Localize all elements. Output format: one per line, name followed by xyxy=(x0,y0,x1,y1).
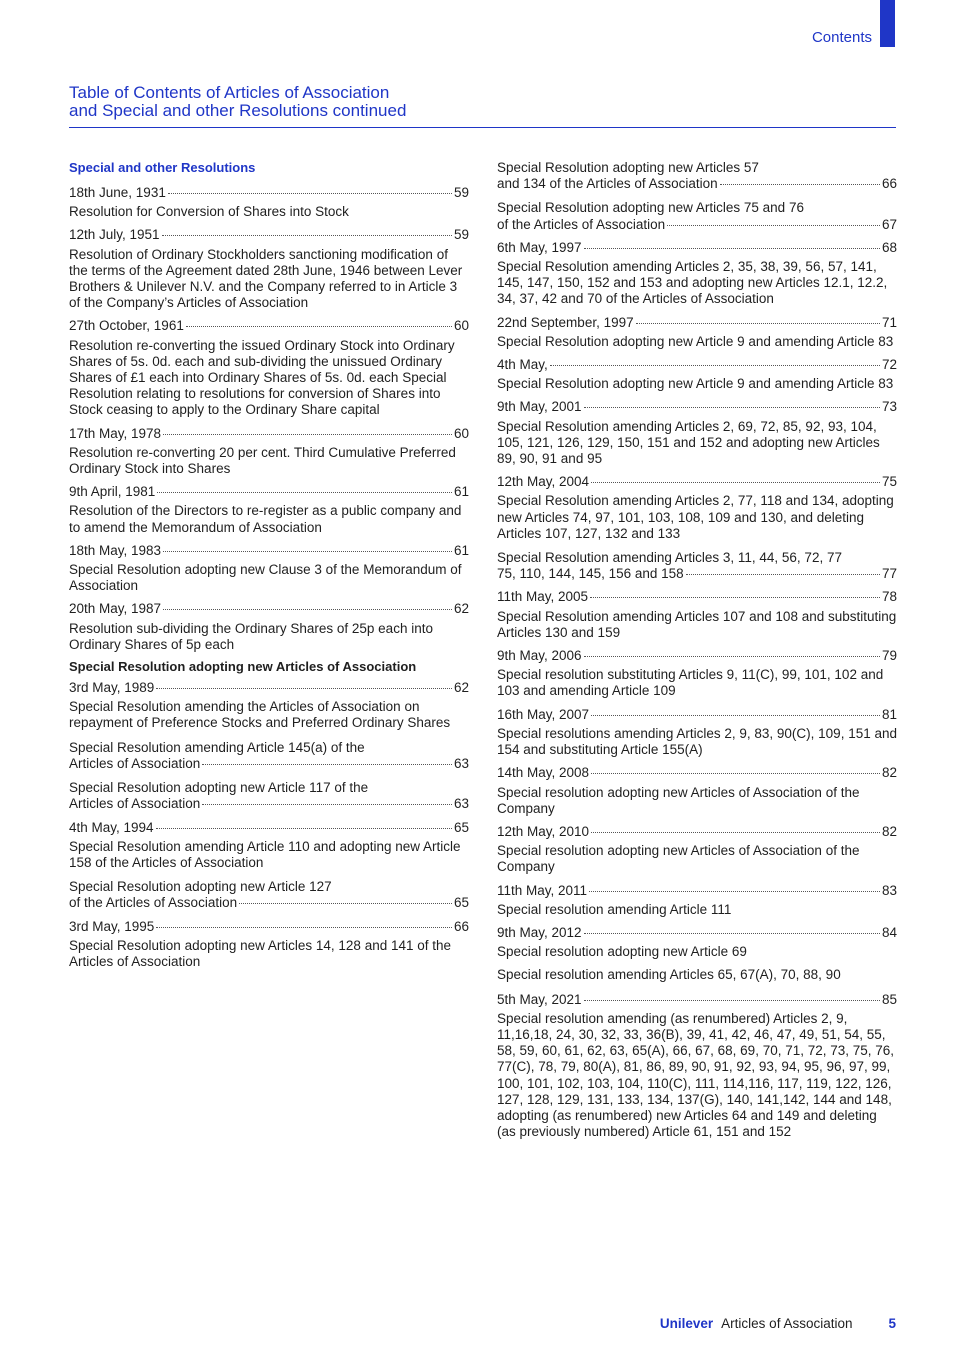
toc-entry xyxy=(69,484,469,536)
entry-date: 12th May, 2004 xyxy=(497,474,590,490)
dot-leader xyxy=(163,551,452,552)
toc-entry xyxy=(69,820,469,872)
left-entries-list-2 xyxy=(69,680,469,970)
toc-entry-link[interactable] xyxy=(497,566,897,582)
entry-date: 17th May, 1978 xyxy=(69,425,162,441)
entry-page-number: 82 xyxy=(881,823,897,839)
entry-date: 5th May, 2021 xyxy=(497,991,582,1007)
entry-description: Resolution re-converting the issued Ordinary Stock into Ordinary Shares of 5s. 0d. each and sub-dividing the unissued Ordinary Shares of £1 each into Ordinary Shares of 5s. 0d. each Special Resolution relating to resolutions for conversion of Shares into Stock ceasing to apply to the Ordinary Share capital xyxy=(69,337,455,418)
toc-entry xyxy=(69,543,469,595)
toc-entry-link[interactable] xyxy=(497,992,897,1008)
dot-leader xyxy=(584,407,880,408)
entry-date: 12th July, 1951 xyxy=(69,227,160,243)
dot-leader xyxy=(591,773,880,774)
toc-entry xyxy=(69,740,469,772)
entry-description: Resolution sub-dividing the Ordinary Shares of 25p each into Ordinary Shares of 5p each xyxy=(69,620,433,652)
dot-leader xyxy=(163,434,452,435)
toc-entry xyxy=(497,200,897,232)
toc-entry xyxy=(497,240,897,308)
page-number: 5 xyxy=(888,1316,896,1331)
toc-entry-link[interactable] xyxy=(497,824,897,840)
dot-leader xyxy=(156,828,452,829)
toc-entry xyxy=(497,589,897,641)
entry-page-number: 83 xyxy=(881,882,897,898)
toc-entry-link[interactable] xyxy=(69,318,469,334)
entry-date: 75, 110, 144, 145, 156 and 158 xyxy=(497,566,684,582)
entry-page-number: 60 xyxy=(453,318,469,334)
entry-description: Special resolution amending Article 111 xyxy=(497,901,732,917)
entry-page-number: 73 xyxy=(881,399,897,415)
toc-entry xyxy=(497,883,897,918)
toc-entry-link[interactable] xyxy=(497,315,897,331)
entry-description: Special resolution adopting new Articles of Association of the Company xyxy=(497,784,860,816)
contents-tab-bar xyxy=(880,0,895,47)
entry-date: 4th May, xyxy=(497,357,548,373)
entry-date: 3rd May, 1995 xyxy=(69,918,155,934)
entry-description: Special Resolution adopting new Clause 3 of the Memorandum of Association xyxy=(69,562,462,594)
dot-leader xyxy=(584,1000,880,1001)
entry-date: Articles of Association xyxy=(69,796,201,812)
entry-description: Special Resolution adopting new Articles 75 and 76 xyxy=(497,200,804,216)
entry-date: 11th May, 2005 xyxy=(497,589,589,605)
entry-description: Special resolution adopting new Articles of Association of the Company xyxy=(497,843,860,875)
dot-leader xyxy=(584,248,880,249)
dot-leader xyxy=(163,609,452,610)
entry-description: Special Resolution amending Article 110 and adopting new Article 158 of the Articles of Association xyxy=(69,838,461,870)
entry-page-number: 67 xyxy=(881,216,897,232)
dot-leader xyxy=(162,235,452,236)
entry-date: of the Articles of Association xyxy=(69,895,238,911)
entry-page-number: 82 xyxy=(881,765,897,781)
toc-entry-link[interactable] xyxy=(69,796,469,812)
page-title-line-1: Table of Contents of Articles of Association xyxy=(69,83,390,102)
entry-date: 18th June, 1931 xyxy=(69,185,166,200)
toc-entry xyxy=(69,318,469,418)
toc-entry-link[interactable] xyxy=(69,543,469,559)
entry-page-number: 63 xyxy=(453,755,469,771)
dot-leader xyxy=(186,326,452,327)
entry-page-number: 66 xyxy=(881,176,897,192)
section-heading: Special and other Resolutions xyxy=(69,160,256,175)
page-title-line-2: and Special and other Resolutions continued xyxy=(69,101,407,120)
page-footer xyxy=(660,1316,896,1331)
toc-entry-link[interactable] xyxy=(69,820,469,836)
entry-date: 4th May, 1994 xyxy=(69,819,154,835)
dot-leader xyxy=(156,688,452,689)
toc-entry-link[interactable] xyxy=(69,919,469,935)
toc-entry xyxy=(497,992,897,1141)
toc-entry-link[interactable] xyxy=(497,648,897,664)
subheading: Special Resolution adopting new Articles of Association xyxy=(69,659,417,675)
toc-entry xyxy=(497,925,897,960)
dot-leader xyxy=(686,574,880,575)
contents-link[interactable]: Contents xyxy=(811,29,872,46)
entry-date: 9th May, 2012 xyxy=(497,924,582,940)
dot-leader xyxy=(239,903,452,904)
toc-entry-link[interactable] xyxy=(69,185,469,201)
entry-description: Special resolution adopting new Article 69 xyxy=(497,944,747,960)
toc-entry-link[interactable] xyxy=(497,474,897,490)
toc-entry xyxy=(69,780,469,812)
dot-leader xyxy=(591,832,880,833)
toc-entry xyxy=(497,474,897,542)
toc-entry xyxy=(497,707,897,759)
toc-entry xyxy=(497,357,897,392)
entry-description: Special Resolution amending Articles 2, 69, 72, 85, 92, 93, 104, 105, 121, 126, 129, 150, 151 and 152 and adopting new Articles 89, 90, 91 and 95 xyxy=(497,418,880,467)
entry-date: 6th May, 1997 xyxy=(497,239,582,255)
entry-description: Special Resolution amending Articles 2, 77, 118 and 134, adopting new Articles 74, 97, 101, 103, 108, 109 and 130, and deleting Articles 107, 127, 132 and 133 xyxy=(497,493,894,541)
toc-entry xyxy=(497,160,897,192)
toc-entry-link[interactable] xyxy=(497,176,897,192)
entry-description: Resolution re-converting 20 per cent. Third Cumulative Preferred Ordinary Stock into Shares xyxy=(69,444,456,477)
entry-page-number: 61 xyxy=(453,542,469,558)
entry-page-number: 59 xyxy=(453,227,469,243)
entry-page-number: 68 xyxy=(881,239,897,255)
entry-page-number: 63 xyxy=(453,796,469,812)
title-divider xyxy=(69,127,896,128)
dot-leader xyxy=(591,715,880,716)
dot-leader xyxy=(720,184,880,185)
entry-date: 3rd May, 1989 xyxy=(69,680,155,696)
toc-entry-link[interactable] xyxy=(497,240,897,256)
toc-entry xyxy=(69,879,469,911)
entry-page-number: 65 xyxy=(453,895,469,911)
entry-description: Special Resolution adopting new Articles 14, 128 and 141 of the Articles of Association xyxy=(69,937,452,969)
toc-entry-link[interactable] xyxy=(69,895,469,911)
entry-page-number: 81 xyxy=(881,706,897,722)
entry-page-number: 71 xyxy=(881,314,897,330)
toc-entry-link[interactable] xyxy=(69,227,469,243)
entry-date: 16th May, 2007 xyxy=(497,706,590,722)
entry-description: Special resolution substituting Articles 9, 11(C), 99, 101, 102 and 103 and amending Article 109 xyxy=(497,667,884,699)
toc-entry xyxy=(497,765,897,817)
toc-entry-link[interactable] xyxy=(497,399,897,415)
toc-entry-link[interactable] xyxy=(497,925,897,941)
footer-brand: Unilever xyxy=(659,1316,714,1331)
toc-entry xyxy=(497,399,897,467)
toc-entry xyxy=(69,426,469,478)
entry-date: 9th April, 1981 xyxy=(69,484,156,500)
entry-page-number: 85 xyxy=(881,991,897,1007)
dot-leader xyxy=(157,492,452,493)
entry-page-number: 78 xyxy=(881,589,897,605)
entry-page-number: 61 xyxy=(453,484,469,500)
entry-page-number: 60 xyxy=(453,425,469,441)
dot-leader xyxy=(636,323,880,324)
entry-page-number: 84 xyxy=(881,924,897,940)
entry-date: 22nd September, 1997 xyxy=(497,314,634,330)
toc-entry xyxy=(497,967,897,983)
entry-date: 12th May, 2010 xyxy=(497,823,590,839)
entry-page-number: 79 xyxy=(881,648,897,664)
entry-description: Resolution of the Directors to re-register as a public company and to amend the Memorandum of Association xyxy=(69,503,462,535)
entry-description: Special resolution amending Articles 65, 67(A), 70, 88, 90 xyxy=(497,967,841,983)
toc-entry-link[interactable] xyxy=(497,765,897,781)
entry-date: 9th May, 2001 xyxy=(497,399,582,415)
entry-description: Special resolutions amending Articles 2, 9, 83, 90(C), 109, 151 and 154 and substituting Article 155(A) xyxy=(497,725,897,758)
dot-leader xyxy=(156,927,452,928)
entry-date: 11th May, 2011 xyxy=(497,882,588,898)
entry-description: Special Resolution adopting new Articles 57 xyxy=(497,160,759,175)
toc-entry xyxy=(497,315,897,350)
entry-description: Resolution of Ordinary Stockholders sanctioning modification of the terms of the Agreement dated 28th June, 1946 between Lever Brothers & Unilever N.V. and the Company referred to in Article 3 of the Company’s Articles of Association xyxy=(69,246,463,311)
toc-entry-link[interactable] xyxy=(69,426,469,442)
toc-entry-link[interactable] xyxy=(497,217,897,233)
entry-date: 18th May, 1983 xyxy=(69,542,162,558)
toc-entry xyxy=(69,919,469,971)
entry-page-number: 62 xyxy=(453,601,469,617)
entry-description: Special Resolution amending Articles 107 and 108 and substituting Articles 130 and 159 xyxy=(497,608,897,640)
entry-description: Special Resolution amending the Articles of Association on repayment of Preference Stocks and Preferred Ordinary Shares xyxy=(69,699,451,731)
toc-entry-link[interactable] xyxy=(497,357,897,373)
dot-leader xyxy=(591,482,880,483)
toc-entry xyxy=(69,601,469,653)
toc-entry-link[interactable] xyxy=(497,589,897,605)
toc-entry-link[interactable] xyxy=(497,883,897,899)
entry-page-number: 77 xyxy=(881,566,897,582)
entry-page-number: 59 xyxy=(453,185,469,200)
toc-entry xyxy=(69,680,469,732)
toc-entry xyxy=(69,227,469,311)
toc-entry xyxy=(497,648,897,700)
right-column xyxy=(497,160,897,1144)
toc-entry xyxy=(497,824,897,876)
entry-date: 20th May, 1987 xyxy=(69,601,162,617)
entry-description: Special Resolution adopting new Article 117 of the xyxy=(69,780,369,796)
entry-page-number: 75 xyxy=(881,474,897,490)
dot-leader xyxy=(589,891,880,892)
entry-description: Special Resolution amending Articles 2, 35, 38, 39, 56, 57, 141, 145, 147, 150, 152 and 153 and adopting new Articles 12.1, 12.2, 34, 37, 42 and 70 of the Articles of Association xyxy=(497,259,888,307)
toc-entry xyxy=(69,185,469,220)
left-column xyxy=(69,160,469,974)
entry-date: and 134 of the Articles of Association xyxy=(497,176,718,192)
entry-date: Articles of Association xyxy=(69,755,201,771)
dot-leader xyxy=(590,597,880,598)
dot-leader xyxy=(550,365,880,366)
entry-description: Special Resolution adopting new Article 127 xyxy=(69,879,332,895)
dot-leader xyxy=(667,225,880,226)
entry-description: Special Resolution adopting new Article 9 and amending Article 83 xyxy=(497,376,894,392)
toc-entry-link[interactable] xyxy=(69,601,469,617)
footer-doc-title: Articles of Association xyxy=(721,1316,853,1331)
toc-entry-link[interactable] xyxy=(69,756,469,772)
entry-date: of the Articles of Association xyxy=(497,216,666,232)
dot-leader xyxy=(584,933,880,934)
dot-leader xyxy=(168,193,452,194)
dot-leader xyxy=(584,656,880,657)
right-entries-list xyxy=(497,160,897,1140)
entry-date: 9th May, 2006 xyxy=(497,648,582,664)
toc-entry-link[interactable] xyxy=(69,484,469,500)
entry-date: 14th May, 2008 xyxy=(497,765,590,781)
entry-date: 27th October, 1961 xyxy=(69,318,184,334)
entry-description: Special Resolution amending Article 145(a) of the xyxy=(69,739,365,755)
toc-entry xyxy=(497,550,897,582)
entry-page-number: 62 xyxy=(453,680,469,696)
page-title xyxy=(69,84,406,120)
entry-description: Special Resolution adopting new Article 9 and amending Article 83 xyxy=(497,333,894,349)
entry-page-number: 72 xyxy=(881,357,897,373)
entry-page-number: 66 xyxy=(453,918,469,934)
left-entries-list xyxy=(69,185,469,653)
dot-leader xyxy=(202,764,452,765)
dot-leader xyxy=(202,804,452,805)
toc-entry-link[interactable] xyxy=(497,707,897,723)
entry-page-number: 65 xyxy=(453,819,469,835)
entry-description: Special Resolution amending Articles 3, 11, 44, 56, 72, 77 xyxy=(497,550,842,566)
entry-description: Resolution for Conversion of Shares into Stock xyxy=(69,204,349,220)
toc-entry-link[interactable] xyxy=(69,680,469,696)
entry-description: Special resolution amending (as renumbered) Articles 2, 9, 11,16,18, 24, 30, 32, 33, 36(B), 39, 41, 42, 46, 47, 49, 51, 54, 55, 58, 59, 60, 61, 62, 63, 65(A), 66, 67, 68, 69, 70, 71, 72, 73, 75, 76, 77(C), 78, 79, 80(A), 81, 86, 89, 90, 91, 92, 93, 94, 95, 96, 97, 99, 100, 101, 102, 103, 104, 110(C), 111, 114,116, 117, 119, 122, 126, 127, 128, 129, 131, 133, 134, 137(G), 140, 141,142, 144 and 148, adopting (as renumbered) new Articles 64 and 149 and deleting (as previously numbered) Article 61, 151 and 152 xyxy=(497,1010,895,1140)
